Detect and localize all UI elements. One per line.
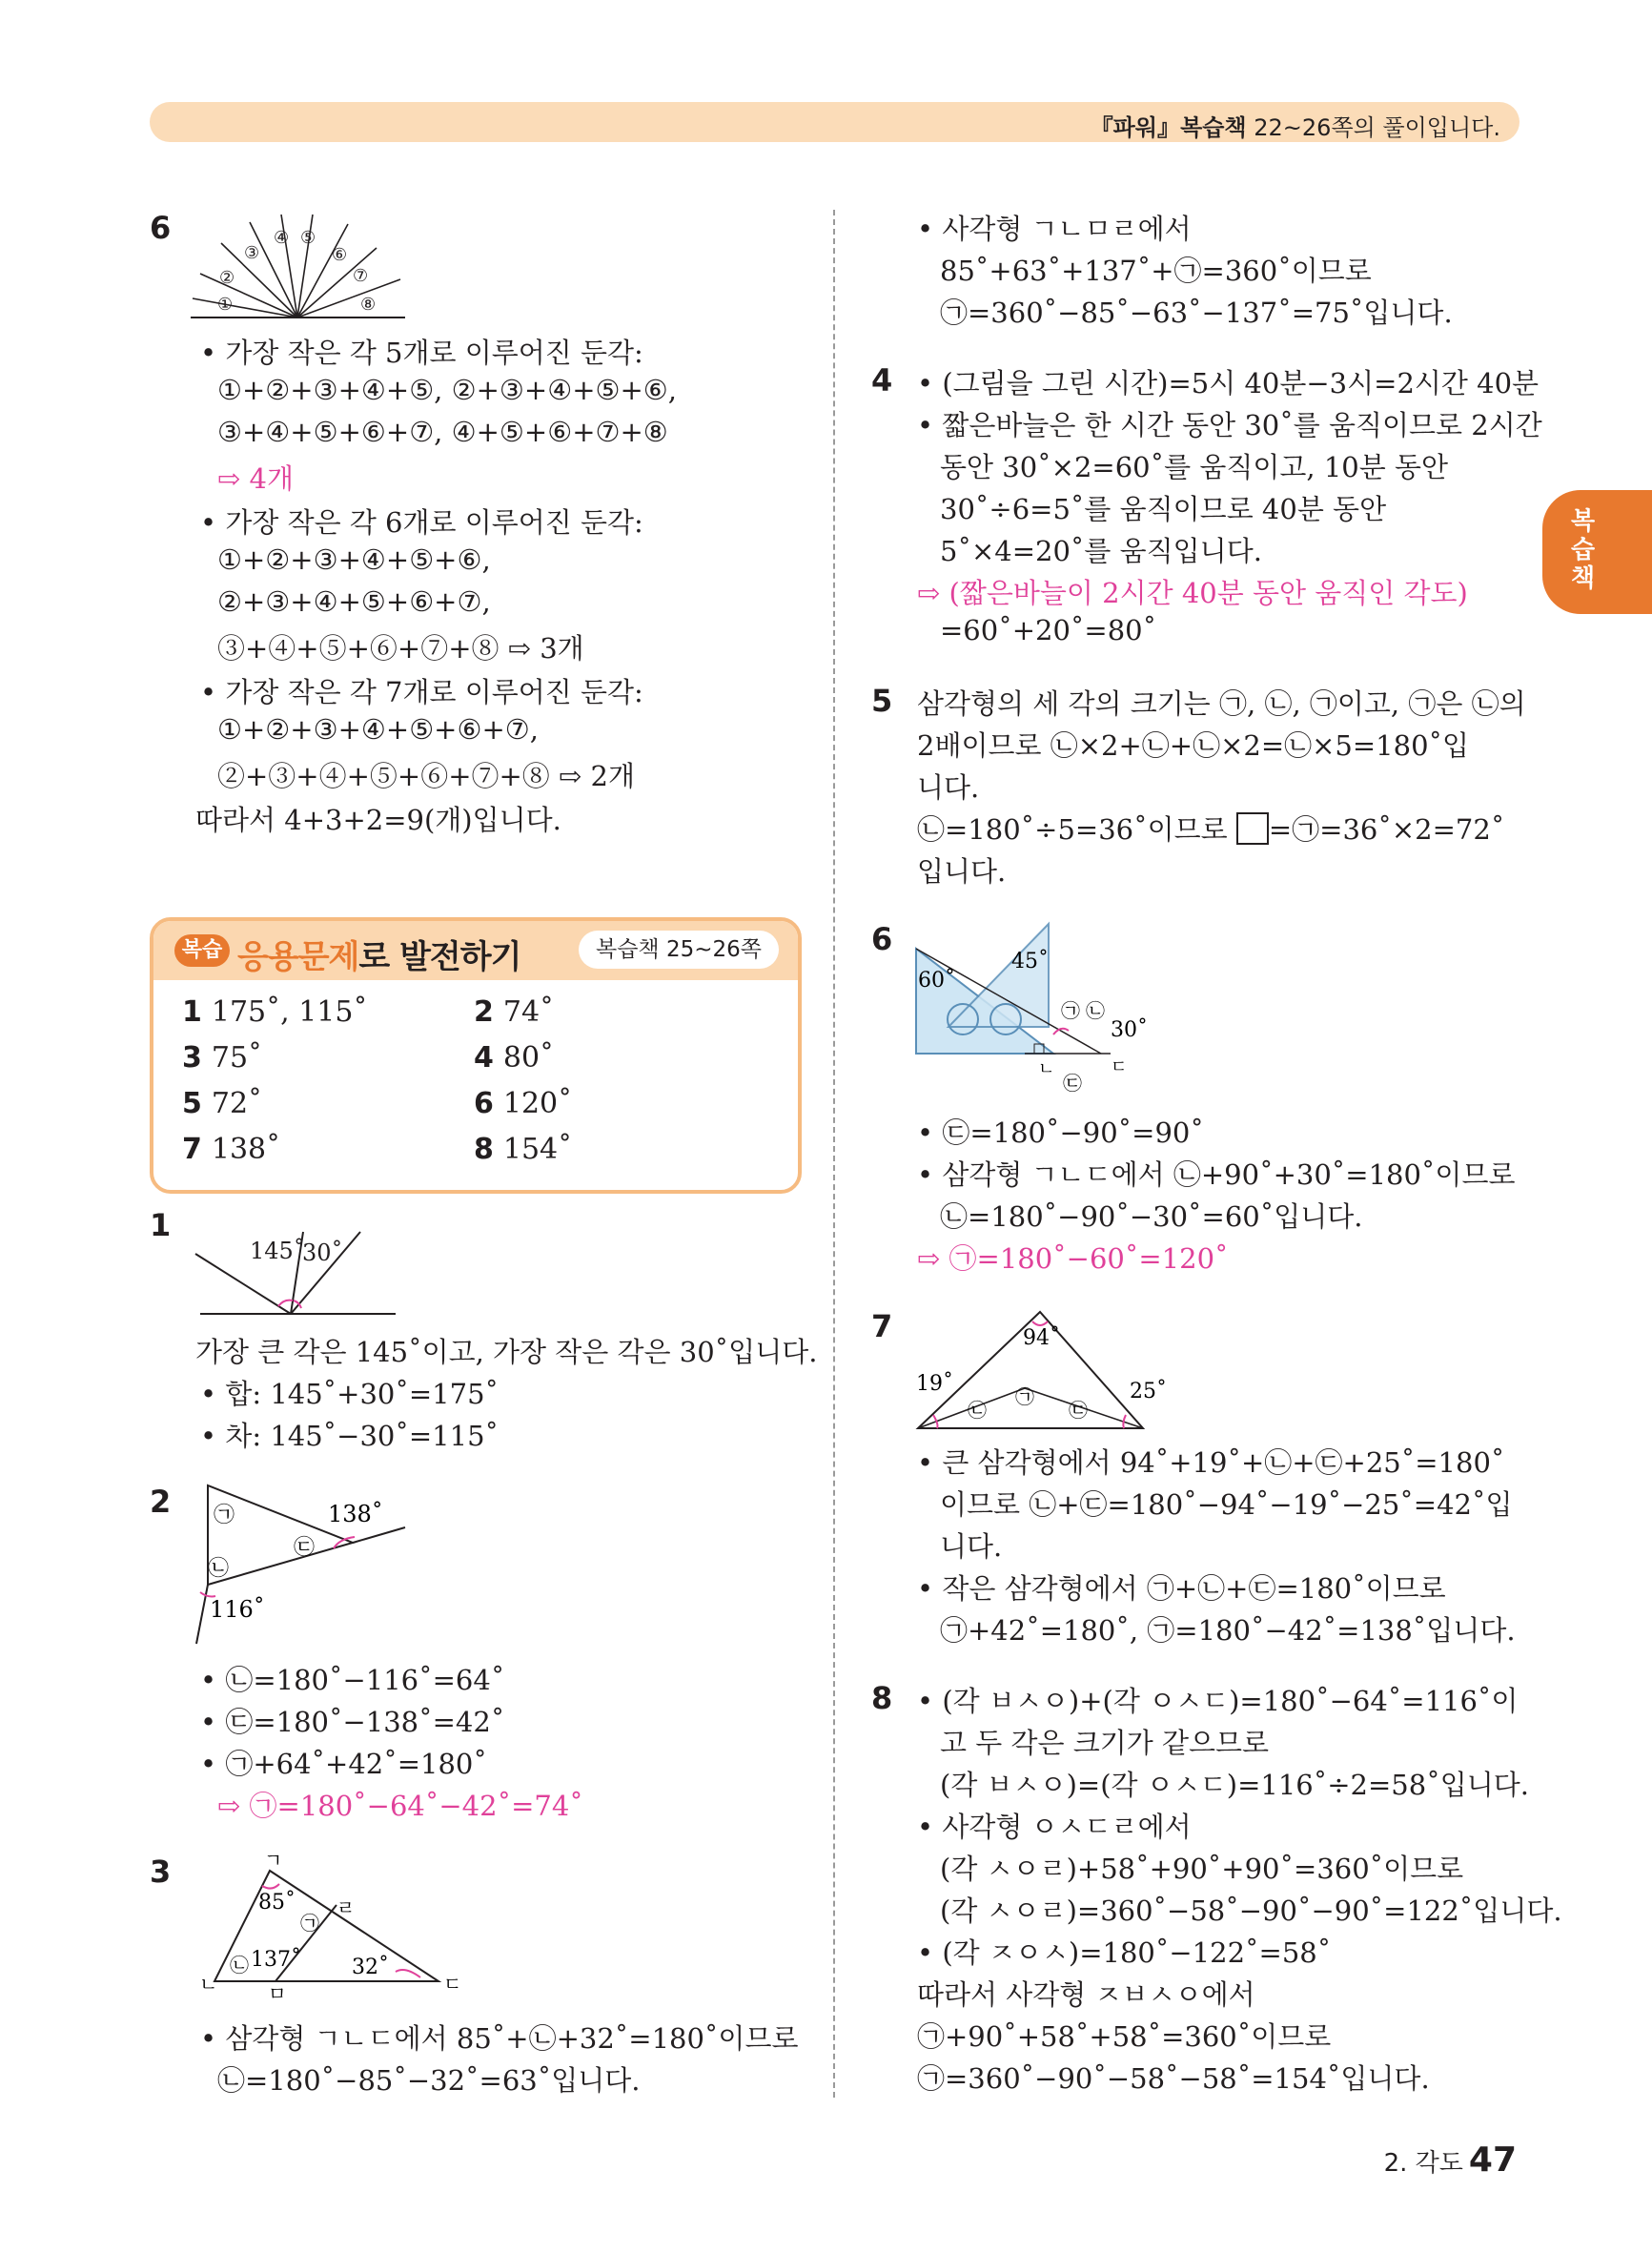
angle-diagram-1 [191,1230,400,1316]
p2-label-n: ㉡ [208,1557,230,1581]
header-rest: 22~26쪽의 풀이입니다. [1246,114,1500,141]
p8-line-1: • (각 ㅂㅅㅇ)+(각 ㅇㅅㄷ)=180˚−64˚=116˚이 [917,1685,1519,1717]
answer-5: 5 72˚ [182,1087,263,1120]
p2-angle-116: 116˚ [210,1596,265,1623]
problem-7-number: 7 [871,1308,893,1344]
p2-angle-138: 138˚ [328,1501,383,1527]
side-tab-label: 복습책 [1571,507,1596,593]
p2-label-g: ㉠ [214,1504,235,1527]
problem-2-number: 2 [150,1484,172,1520]
p3-line-1: • 삼각형 ㄱㄴㄷ에서 85˚+㉡+32˚=180˚이므로 [200,2022,799,2055]
p6r-g: ㉠ [1061,999,1080,1022]
p5-line-2: 2배이므로 ㉡×2+㉡+㉡×2=㉡×5=180˚입 [917,729,1470,762]
angle-30: 30˚ [302,1239,343,1266]
p7-19: 19˚ [916,1372,953,1396]
p6r-line-4: ⇨ ㉠=180˚−60˚=120˚ [917,1242,1229,1275]
p7-line-5: ㉠+42˚=180˚, ㉠=180˚−42˚=138˚입니다. [940,1614,1516,1647]
p4-line-5: 5˚×4=20˚를 움직입니다. [940,535,1262,567]
side-tab[interactable] [1542,490,1652,614]
p6-line-7: ②+③+④+⑤+⑥+⑦, [217,585,491,618]
p8-line-8: 따라서 사각형 ㅈㅂㅅㅇ에서 [917,1978,1255,2011]
p3-line-2: ㉡=180˚−85˚−32˚=63˚입니다. [217,2064,641,2097]
p3-l: ㄴ [199,1973,218,1996]
p8-line-5: (각 ㅅㅇㄹ)+58˚+90˚+90˚=360˚이므로 [940,1853,1464,1885]
p7-line-3: 니다. [940,1530,1003,1563]
p7-line-2: 이므로 ㉡+㉢=180˚−94˚−19˚−25˚=42˚입 [940,1488,1513,1521]
review-answer-box [150,917,802,1194]
p3-m: ㅁ [268,1982,287,2005]
review-ref: 복습책 25~26쪽 [579,931,779,969]
p3c-line-2: 85˚+63˚+137˚+㉠=360˚이므로 [940,255,1372,287]
p1-line-3: • 차: 145˚−30˚=115˚ [200,1420,500,1452]
p7-g: ㉠ [1015,1385,1034,1408]
angle-145: 145˚ [250,1238,305,1264]
p8-line-6: (각 ㅅㅇㄹ)=360˚−58˚−90˚−90˚=122˚입니다. [940,1895,1562,1927]
p7-line-4: • 작은 삼각형에서 ㉠+㉡+㉢=180˚이므로 [917,1572,1446,1605]
p4-line-1: • (그림을 그린 시간)=5시 40분−3시=2시간 40분 [917,367,1540,399]
p6r-dd: ㄷ [1111,1057,1128,1077]
p7-n: ㉡ [968,1399,987,1422]
fan-label-8: ⑧ [360,295,377,315]
p6-line-4: ⇨ 4개 [217,462,294,495]
p7-d: ㉢ [1069,1399,1088,1422]
p6-line-3: ③+④+⑤+⑥+⑦, ④+⑤+⑥+⑦+⑧ [217,416,668,448]
problem-8-number: 8 [871,1680,893,1716]
p8-line-2: 고 두 각은 크기가 같으므로 [940,1727,1270,1759]
p4-line-4: 30˚÷6=5˚를 움직이므로 40분 동안 [940,493,1387,525]
fan-label-2: ② [219,268,235,288]
review-title-orange: 응용문제 [237,938,359,976]
p5-line-4: ㉡=180˚÷5=36˚이므로 =㉠=36˚×2=72˚ [917,813,1505,846]
p8-line-10: ㉠=360˚−90˚−58˚−58˚=154˚입니다. [917,2062,1430,2095]
header-bold: 복습책 [1180,114,1247,141]
p4-line-3: 동안 30˚×2=60˚를 움직이고, 10분 동안 [940,451,1448,483]
header-bar [150,102,1519,142]
p3-85: 85˚ [258,1891,296,1915]
column-divider [833,210,835,2098]
triangle-diagram-3 [195,1849,472,2005]
set-square-diagram [910,920,1158,1095]
triangle-diagram-2 [191,1480,410,1647]
problem-4-number: 4 [871,362,893,399]
review-badge: 복습 [174,934,230,967]
review-header [153,921,798,980]
page-number: 47 [1468,2140,1517,2180]
fan-label-7: ⑦ [353,266,369,286]
p6-line-9: • 가장 작은 각 7개로 이루어진 둔각: [200,676,643,708]
problem-1-number: 1 [150,1207,172,1243]
review-title [237,931,520,977]
problem-3-number: 3 [150,1854,172,1890]
answer-4: 4 80˚ [474,1041,555,1075]
p6-line-11: ②+③+④+⑤+⑥+⑦+⑧ ⇨ 2개 [217,760,635,792]
p5-line-1: 삼각형의 세 각의 크기는 ㉠, ㉡, ㉠이고, ㉠은 ㉡의 [917,687,1526,720]
answer-2: 2 74˚ [474,995,555,1029]
p6r-l: ㄴ [1038,1059,1055,1079]
p2-line-4: ⇨ ㉠=180˚−64˚−42˚=74˚ [217,1790,583,1822]
p6-line-8: ③+④+⑤+⑥+⑦+⑧ ⇨ 3개 [217,632,584,665]
p5-line-6: 입니다. [917,855,1007,888]
p7-line-1: • 큰 삼각형에서 94˚+19˚+㉡+㉢+25˚=180˚ [917,1446,1505,1479]
p5-line-3: 니다. [917,771,980,804]
p7-25: 25˚ [1130,1380,1167,1403]
answer-blank-box [1236,812,1269,845]
answer-6: 6 120˚ [474,1087,573,1120]
problem-5-number: 5 [871,683,893,719]
p7-94: 94˚ [1023,1326,1060,1350]
p6r-45: 45˚ [1011,950,1049,973]
fan-label-6: ⑥ [332,245,348,265]
p4-line-6: ⇨ (짧은바늘이 2시간 40분 동안 움직인 각도) [917,577,1468,609]
p8-line-9: ㉠+90˚+58˚+58˚=360˚이므로 [917,2020,1332,2053]
p2-line-2: • ㉢=180˚−138˚=42˚ [200,1706,505,1738]
footer-chapter: 2. 각도 [1383,2149,1463,2178]
p6-line-1: • 가장 작은 각 5개로 이루어진 둔각: [200,337,643,369]
p3c-line-3: ㉠=360˚−85˚−63˚−137˚=75˚입니다. [940,297,1453,329]
p3-top: ㄱ [264,1849,283,1872]
p3-g: ㉠ [300,1912,319,1935]
p6-line-5: • 가장 작은 각 6개로 이루어진 둔각: [200,506,643,539]
answer-1: 1 175˚, 115˚ [182,995,368,1029]
p2-line-3: • ㉠+64˚+42˚=180˚ [200,1748,487,1780]
p6r-line-1: • ㉢=180˚−90˚=90˚ [917,1116,1204,1149]
p8-line-4: • 사각형 ㅇㅅㄷㄹ에서 [917,1811,1192,1843]
p2-label-d: ㉢ [294,1536,316,1560]
answer-7: 7 138˚ [182,1133,281,1166]
p6-line-2: ①+②+③+④+⑤, ②+③+④+⑤+⑥, [217,374,678,406]
problem-6r-number: 6 [871,921,893,957]
p3-32: 32˚ [352,1956,389,1979]
p2-line-1: • ㉡=180˚−116˚=64˚ [200,1664,505,1696]
p1-line-1: 가장 큰 각은 145˚이고, 가장 작은 각은 30˚입니다. [195,1336,818,1368]
p6-line-6: ①+②+③+④+⑤+⑥, [217,543,491,576]
p8-line-3: (각 ㅂㅅㅇ)=(각 ㅇㅅㄷ)=116˚÷2=58˚입니다. [940,1769,1529,1801]
review-title-black: 로 발전하기 [358,938,521,976]
p8-line-7: • (각 ㅈㅇㅅ)=180˚−122˚=58˚ [917,1936,1332,1969]
p3-r: ㄹ [337,1896,356,1919]
p6r-d: ㉢ [1063,1072,1082,1095]
p6-line-12: 따라서 4+3+2=9(개)입니다. [195,804,561,836]
header-text [1091,109,1500,142]
p3-137: 137˚ [251,1948,301,1972]
triangle-diagram-7 [910,1308,1167,1432]
header-brand: 『파워』 [1090,114,1181,141]
p3c-line-1: • 사각형 ㄱㄴㅁㄹ에서 [917,213,1192,245]
p4-line-2: • 짧은바늘은 한 시간 동안 30˚를 움직이므로 2시간 [917,409,1542,441]
fan-label-3: ③ [244,243,260,263]
fan-label-4: ④ [274,228,290,248]
p3-d: ㄷ [443,1973,462,1996]
fan-diagram [191,215,410,319]
problem-6-number: 6 [150,210,172,246]
p6r-line-2: • 삼각형 ㄱㄴㄷ에서 ㉡+90˚+30˚=180˚이므로 [917,1158,1516,1191]
p6-line-10: ①+②+③+④+⑤+⑥+⑦, [217,713,539,746]
p1-line-2: • 합: 145˚+30˚=175˚ [200,1378,500,1410]
answer-8: 8 154˚ [474,1133,573,1166]
p6r-line-3: ㉡=180˚−90˚−30˚=60˚입니다. [940,1200,1363,1233]
p4-line-7: =60˚+20˚=80˚ [940,614,1157,646]
p6r-n: ㉡ [1086,999,1105,1022]
answer-3: 3 75˚ [182,1041,263,1075]
p6r-30: 30˚ [1111,1018,1148,1042]
p3-n: ㉡ [230,1954,249,1976]
page-footer [1384,2140,1517,2180]
fan-label-1: ① [217,295,234,315]
p6r-60: 60˚ [918,969,955,993]
fan-label-5: ⑤ [300,228,316,248]
